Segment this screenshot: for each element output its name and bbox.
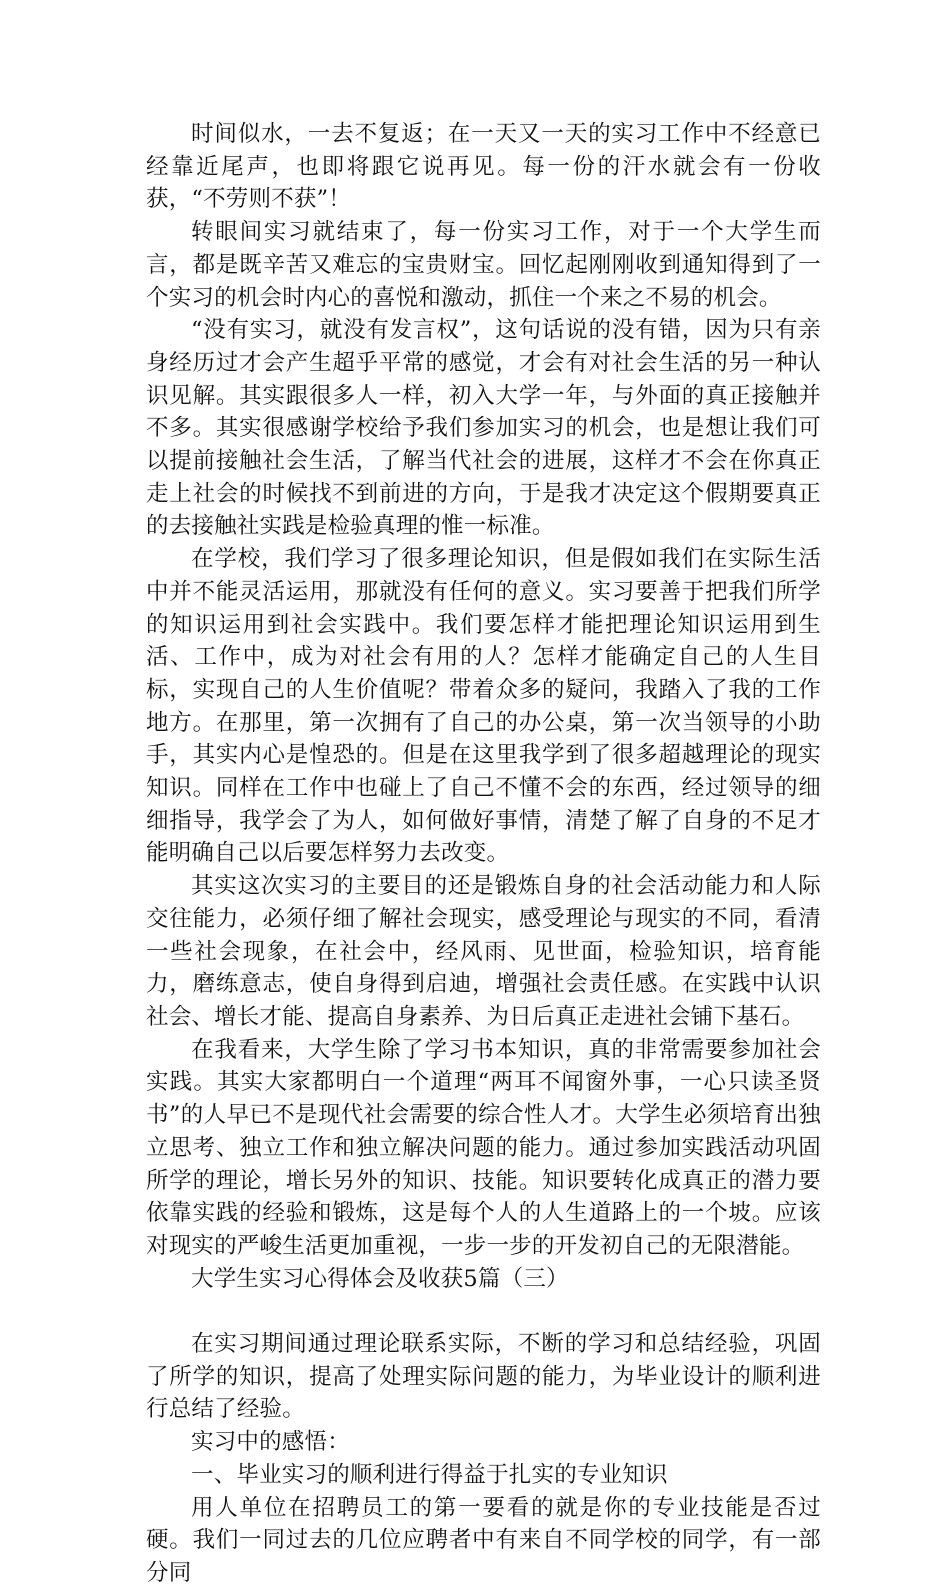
paragraph-during-internship: 在实习期间通过理论联系实际，不断的学习和总结经验，巩固了所学的知识，提高了处理实际问题的能力，为毕业设计的顺利进行总结了经验。	[146, 1331, 821, 1423]
paragraph-at-school: 在学校，我们学习了很多理论知识，但是假如我们在实际生活中并不能灵活运用，那就没有任何的意义。实习要善于把我们所学的知识运用到社会实践中。我们要怎样才能把理论知识运用到生活、工作中，成为对社会有用的人？怎样才能确定自己的人生目标，实现自己的人生价值呢？带着众多的疑问，我踏入了我的工作地方。在那里，第一次拥有了自己的办公桌，第一次当领导的小助手，其实内心是惶恐的。但是在这里我学到了很多超越理论的现实知识。同样在工作中也碰上了自己不懂不会的东西，经过领导的细细指导，我学会了为人，如何做好事情，清楚了解了自身的不足才能明确自己以后要怎样努力去改变。	[146, 546, 821, 867]
paragraph-employers: 用人单位在招聘员工的第一要看的就是你的专业技能是否过硬。我们一同过去的几位应聘者中有来自不同学校的同学，有一部分同	[146, 1494, 821, 1586]
paragraph-in-my-view: 在我看来，大学生除了学习书本知识，真的非常需要参加社会实践。其实大家都明白一个道理“两耳不闻窗外事，一心只读圣贤书”的人早已不是现代社会需要的综合性人才。大学生必须培育出独立思考、独立工作和独立解决问题的能力。通过参加实践活动巩固所学的理论，增长另外的知识、技能。知识要转化成真正的潜力要依靠实践的经验和锻炼，这是每个人的人生道路上的一个坡。应该对现实的严峻生活更加重视，一步一步的开发初自己的无限潜能。	[146, 1036, 821, 1259]
paragraph-point-one: 一、毕业实习的顺利进行得益于扎实的专业知识	[191, 1461, 668, 1488]
paragraph-insights-label: 实习中的感悟：	[191, 1429, 350, 1456]
paragraph-internship-ends: 转眼间实习就结束了，每一份实习工作，对于一个大学生而言，都是既辛苦又难忘的宝贵财宝。回忆起刚刚收到通知得到了一个实习的机会时内心的喜悦和激动，抓住一个来之不易的机会。	[146, 219, 821, 311]
section-heading-part-three: 大学生实习心得体会及收获5篇（三）	[191, 1265, 569, 1292]
paragraph-main-purpose: 其实这次实习的主要目的还是锻炼自身的社会活动能力和人际交往能力，必须仔细了解社会现实，感受理论与现实的不同，看清一些社会现象，在社会中，经风雨、见世面，检验知识，培育能力，磨练意志，使自身得到启迪，增强社会责任感。在实践中认识社会、增长才能、提高自身素养、为日后真正走进社会铺下基石。	[146, 873, 821, 1030]
blank-line	[146, 1295, 821, 1328]
document-body	[146, 118, 821, 1590]
paragraph-time-flies: 时间似水，一去不复返；在一天又一天的实习工作中不经意已经靠近尾声，也即将跟它说再见。每一份的汗水就会有一份收获，“不劳则不获”！	[146, 121, 821, 213]
paragraph-no-practice-no-voice: “没有实习，就没有发言权”，这句话说的没有错，因为只有亲身经历过才会产生超乎平常的感觉，才会有对社会生活的另一种认识见解。其实跟很多人一样，初入大学一年，与外面的真正接触并不多。其实很感谢学校给予我们参加实习的机会，也是想让我们可以提前接触社会生活，了解当代社会的进展，这样才不会在你真正走上社会的时候找不到前进的方向，于是我才决定这个假期要真正的去接触社实践是检验真理的惟一标准。	[146, 317, 821, 540]
